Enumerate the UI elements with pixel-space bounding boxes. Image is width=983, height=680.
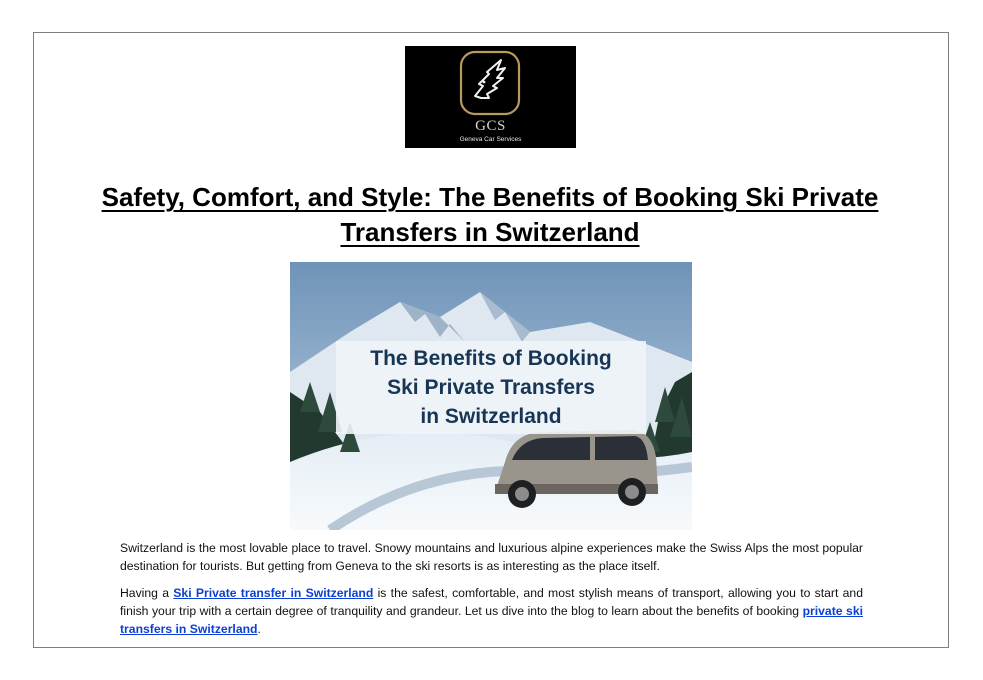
logo-name: GCS bbox=[475, 118, 506, 134]
hero-image bbox=[290, 262, 692, 530]
paragraph-text: . bbox=[257, 622, 261, 636]
paragraph-text: is the safest, comfortable, and most stylish means of transport, allowing you to start and finish your trip with a certain degree of tranquility and grandeur. Let us dive into the blog to learn about the benefits of booking bbox=[120, 586, 863, 618]
company-logo bbox=[405, 46, 576, 148]
private-ski-transfers-link[interactable]: private ski transfers in Switzerland bbox=[120, 604, 863, 636]
hero-overlay-caption bbox=[336, 341, 646, 434]
paragraph-text: Having a bbox=[120, 586, 174, 600]
intro-paragraph: Switzerland is the most lovable place to travel. Snowy mountains and luxurious alpine experiences make the Swiss Alps the most popular destination for tourists. But getting from Geneva to the ski resorts is as interesting as the place itself. bbox=[120, 541, 863, 573]
hero-overlay-text: The Benefits of Booking Ski Private Transfers in Switzerland bbox=[370, 347, 612, 428]
benefits-paragraph bbox=[120, 584, 863, 638]
article-title: Safety, Comfort, and Style: The Benefits of Booking Ski Private Transfers in Switzerland bbox=[101, 182, 879, 247]
logo-tagline: Geneva Car Services bbox=[459, 136, 522, 143]
ski-private-transfer-link[interactable]: Ski Private transfer in Switzerland bbox=[173, 586, 374, 600]
